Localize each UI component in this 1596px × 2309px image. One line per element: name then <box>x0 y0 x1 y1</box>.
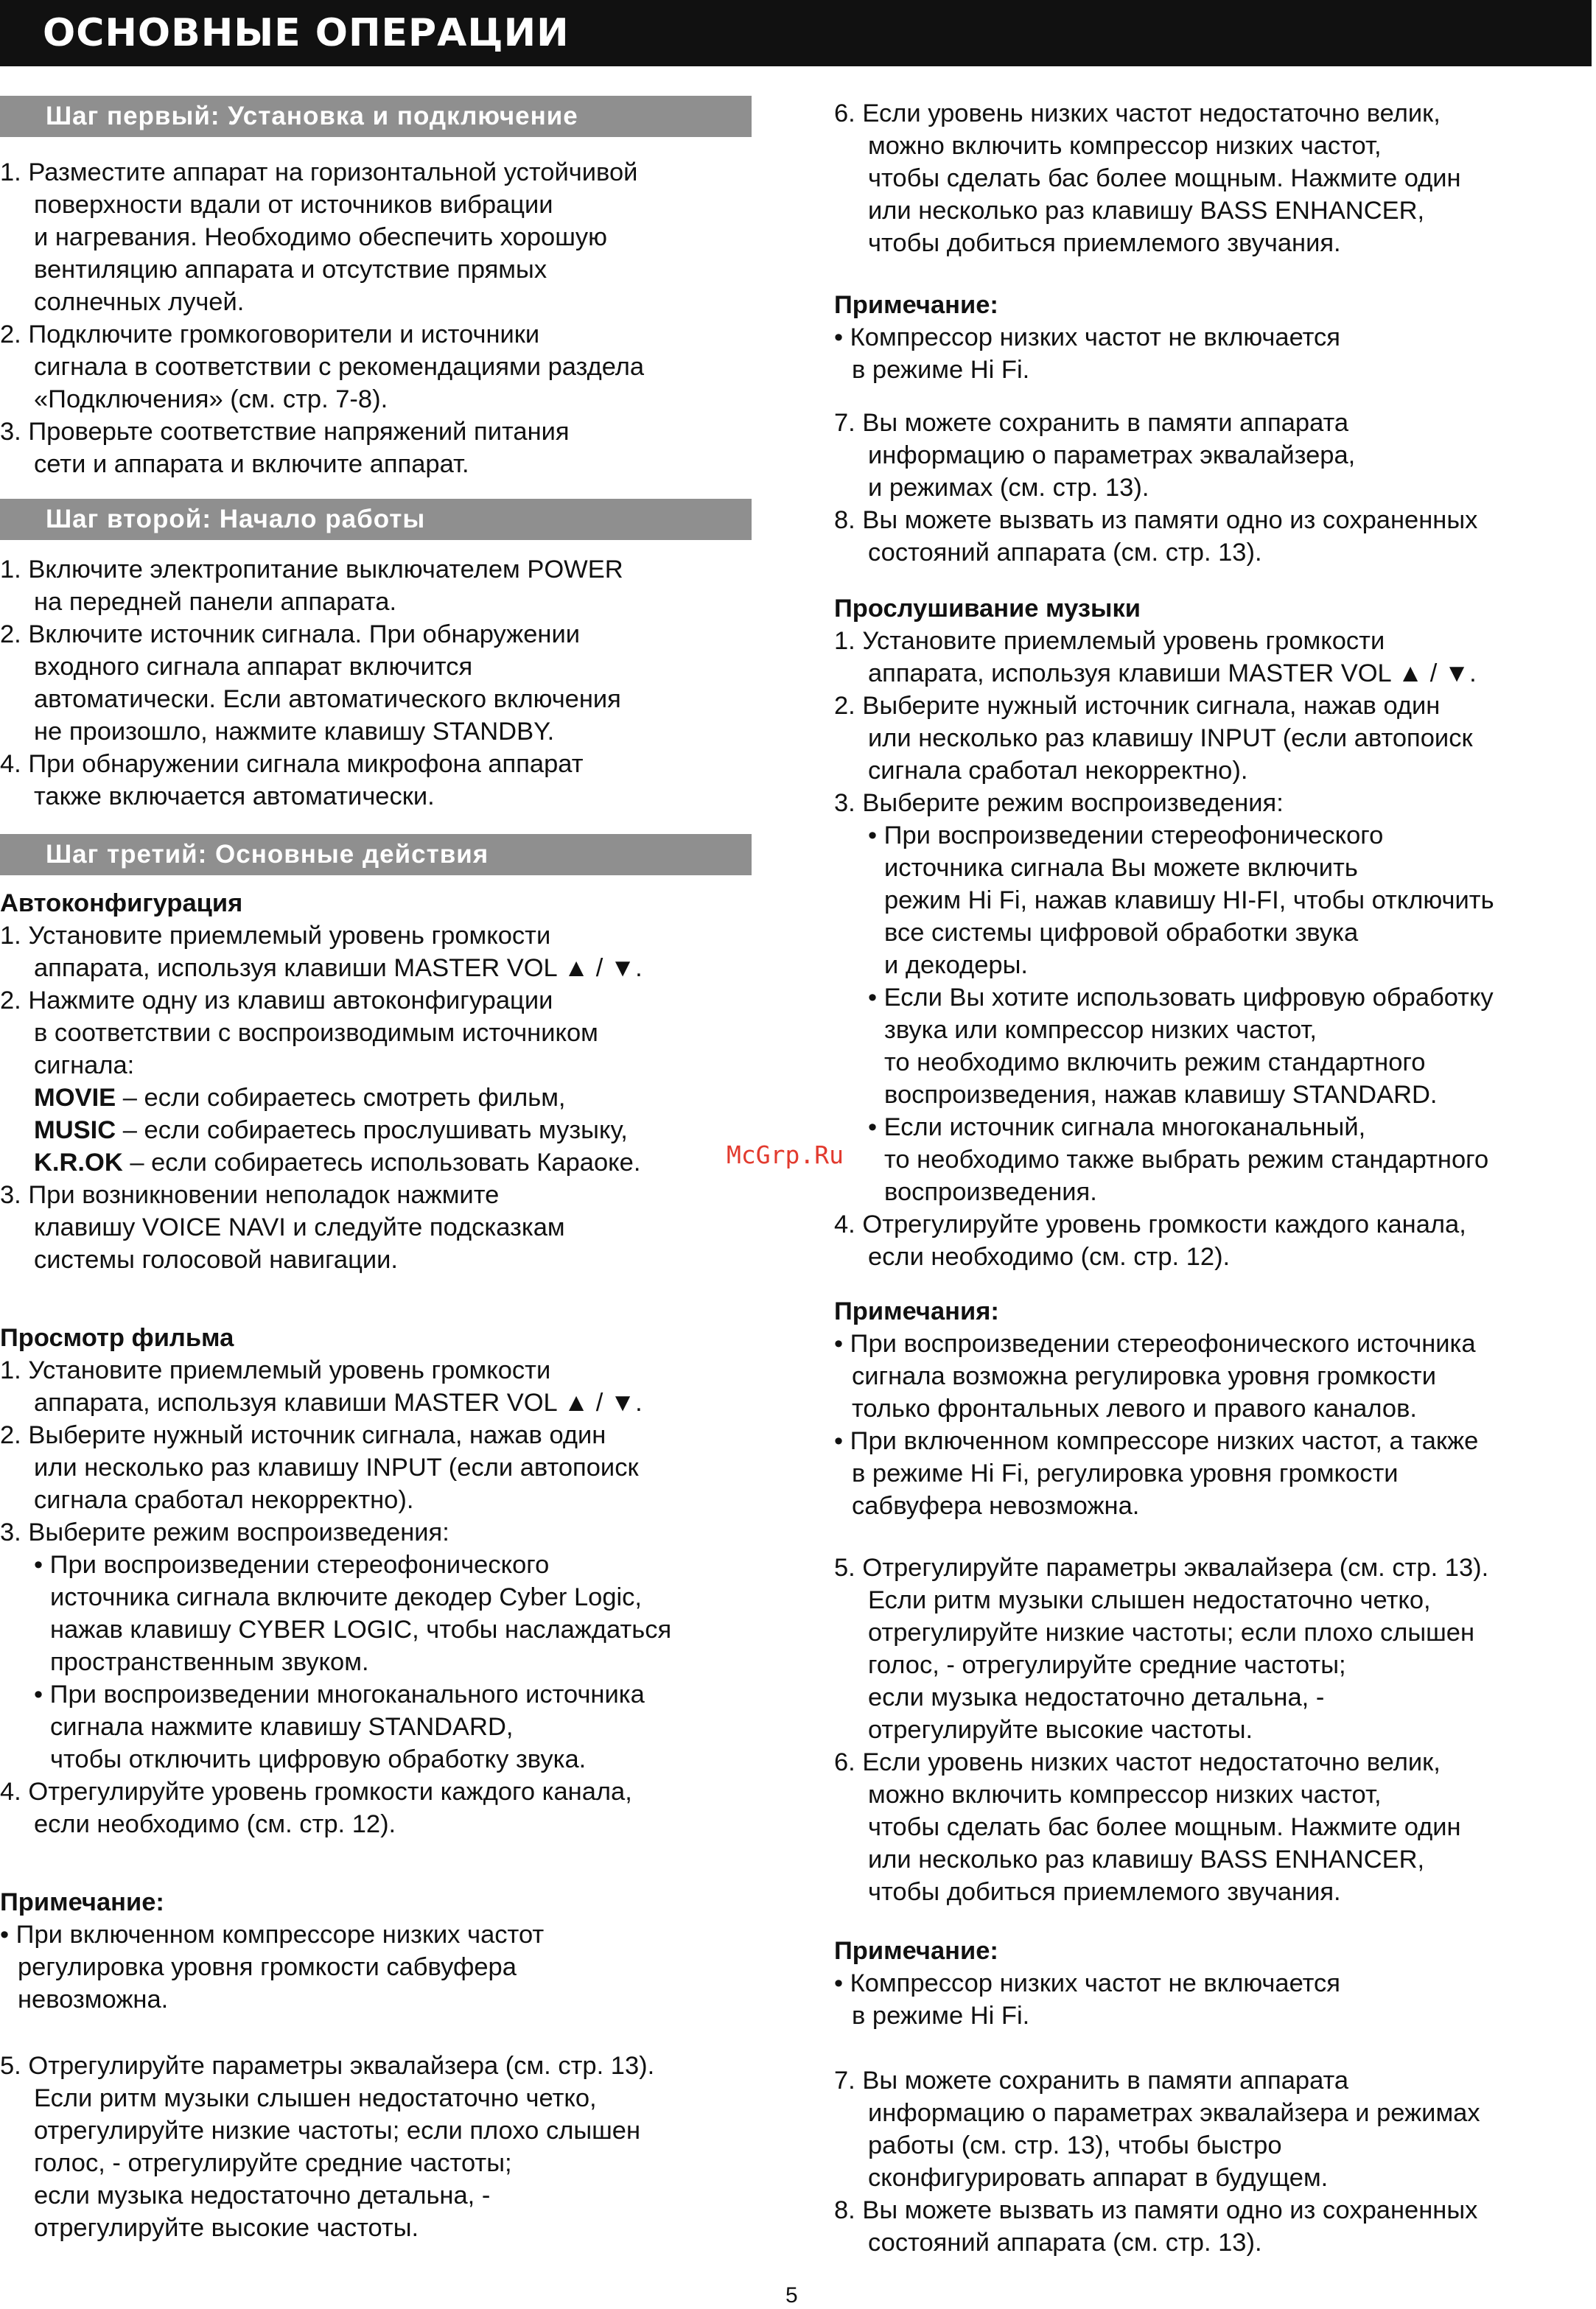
text-line: то необходимо также выбрать режим стандартного <box>884 1146 1489 1174</box>
text-line: 3. При возникновении неполадок нажмите <box>0 1181 500 1209</box>
text-line: чтобы добиться приемлемого звучания. <box>868 1878 1341 1906</box>
text-line: сигнала в соответствии с рекомендациями раздела <box>34 353 645 381</box>
step2-instructions <box>0 553 774 813</box>
step3-banner-text: Шаг третий: Основные действия <box>46 840 489 869</box>
step2-banner-text: Шаг второй: Начало работы <box>46 505 426 533</box>
text-line: • При воспроизведении стереофонического <box>868 821 1384 849</box>
movie-key-text: – если собираетесь смотреть фильм, <box>116 1084 566 1112</box>
text-line: звука или компрессор низких частот, <box>884 1016 1317 1044</box>
text-line: сигнала возможна регулировка уровня громкости <box>852 1362 1436 1390</box>
text-line: сабвуфера невозможна. <box>852 1492 1140 1520</box>
text-line: отрегулируйте низкие частоты; если плохо слышен <box>868 1619 1475 1647</box>
text-line: воспроизведения. <box>884 1178 1097 1206</box>
text-line: голос, - отрегулируйте средние частоты; <box>868 1651 1346 1679</box>
text-line: то необходимо включить режим стандартного <box>884 1048 1426 1076</box>
text-line: 2. Выберите нужный источник сигнала, нажав один <box>0 1421 606 1449</box>
equalizer-instructions <box>0 2050 774 2244</box>
step1-instructions <box>0 156 774 480</box>
text-line: 7. Вы можете сохранить в памяти аппарата <box>834 409 1349 437</box>
text-line: сконфигурировать аппарат в будущем. <box>868 2164 1329 2192</box>
text-line: 2. Выберите нужный источник сигнала, нажав один <box>834 692 1441 720</box>
text-line: если необходимо (см. стр. 12). <box>34 1810 396 1838</box>
text-line: воспроизведения, нажав клавишу STANDARD. <box>884 1081 1438 1109</box>
note-2 <box>834 1935 1596 2032</box>
text-line: 4. Отрегулируйте уровень громкости каждого канала, <box>0 1778 632 1806</box>
text-line: сигнала нажмите клавишу STANDARD, <box>50 1713 514 1741</box>
text-line: • При включенном компрессоре низких частот <box>0 1921 545 1949</box>
text-line: и декодеры. <box>884 951 1028 979</box>
text-line: также включается автоматически. <box>34 782 435 810</box>
music-mode-line <box>0 1114 774 1146</box>
text-line: • При воспроизведении стереофонического <box>34 1551 550 1579</box>
text-line: режим Hi Fi, нажав клавишу HI-FI, чтобы отключить <box>884 886 1494 914</box>
movie-section <box>0 1322 774 1840</box>
text-line: состояний аппарата (см. стр. 13). <box>868 2229 1262 2257</box>
text-line: и режимах (см. стр. 13). <box>868 474 1149 502</box>
text-line: 5. Отрегулируйте параметры эквалайзера (см. стр. 13). <box>834 1554 1489 1582</box>
text-line: состояний аппарата (см. стр. 13). <box>868 539 1262 567</box>
text-line: • Компрессор низких частот не включается <box>834 1969 1340 1997</box>
text-line: в режиме Hi Fi. <box>852 2002 1030 2030</box>
text-line: 1. Включите электропитание выключателем POWER <box>0 556 623 584</box>
autoconfig-section <box>0 887 774 1276</box>
page-number: 5 <box>785 2283 798 2308</box>
text-line: отрегулируйте высокие частоты. <box>34 2214 419 2242</box>
text-line: работы (см. стр. 13), чтобы быстро <box>868 2131 1282 2159</box>
text-line: или несколько раз клавишу BASS ENHANCER, <box>868 1846 1425 1874</box>
karaoke-mode-line <box>0 1146 774 1179</box>
text-line: 1. Установите приемлемый уровень громкости <box>0 1356 551 1384</box>
text-line: голос, - отрегулируйте средние частоты; <box>34 2149 512 2177</box>
text-line: информацию о параметрах эквалайзера, <box>868 441 1356 469</box>
text-line: • Если источник сигнала многоканальный, <box>868 1113 1366 1141</box>
text-line: чтобы сделать бас более мощным. Нажмите один <box>868 1813 1461 1841</box>
text-line: регулировка уровня громкости сабвуфера <box>18 1953 517 1981</box>
text-line: вентиляцию аппарата и отсутствие прямых <box>34 256 547 284</box>
memory-instructions <box>834 407 1596 569</box>
text-line: 3. Проверьте соответствие напряжений питания <box>0 418 570 446</box>
text-line: 2. Нажмите одну из клавиш автоконфигурации <box>0 987 553 1015</box>
movie-mode-line <box>0 1082 774 1114</box>
page-header-bar <box>0 0 1592 66</box>
text-line: источника сигнала включите декодер Cyber Logic, <box>50 1583 643 1611</box>
text-line: 8. Вы можете вызвать из памяти одно из сохраненных <box>834 2196 1478 2224</box>
text-line: или несколько раз клавишу INPUT (если автопоиск <box>868 724 1473 752</box>
text-line: солнечных лучей. <box>34 288 245 316</box>
text-line: входного сигнала аппарат включится <box>34 653 473 681</box>
text-line: чтобы отключить цифровую обработку звука. <box>50 1745 587 1773</box>
text-line: сигнала сработал некорректно). <box>868 757 1248 785</box>
text-line: 2. Включите источник сигнала. При обнаружении <box>0 620 581 648</box>
text-line: чтобы сделать бас более мощным. Нажмите один <box>868 164 1461 192</box>
text-line: отрегулируйте низкие частоты; если плохо слышен <box>34 2117 641 2145</box>
text-line: сети и аппарата и включите аппарат. <box>34 450 469 478</box>
text-line: поверхности вдали от источников вибрации <box>34 191 553 219</box>
text-line: отрегулируйте высокие частоты. <box>868 1716 1253 1744</box>
text-line: в режиме Hi Fi, регулировка уровня громкости <box>852 1460 1399 1488</box>
bass-instructions <box>834 97 1596 259</box>
text-line: 1. Разместите аппарат на горизонтальной устойчивой <box>0 158 638 186</box>
note-heading: Примечание: <box>0 1888 164 1916</box>
text-line: нажав клавишу CYBER LOGIC, чтобы наслаждаться <box>50 1616 672 1644</box>
text-line: 8. Вы можете вызвать из памяти одно из сохраненных <box>834 506 1478 534</box>
text-line: если музыка недостаточно детальна, - <box>868 1683 1325 1711</box>
text-line: «Подключения» (см. стр. 7-8). <box>34 385 388 413</box>
text-line: источника сигнала Вы можете включить <box>884 854 1358 882</box>
krok-key: K.R.OK <box>34 1149 123 1177</box>
text-line: можно включить компрессор низких частот, <box>868 132 1382 160</box>
step3-banner <box>0 834 752 875</box>
text-line: 3. Выберите режим воспроизведения: <box>0 1518 449 1546</box>
text-line: 1. Установите приемлемый уровень громкости <box>834 627 1385 655</box>
movie-heading: Просмотр фильма <box>0 1324 234 1352</box>
text-line: клавишу VOICE NAVI и следуйте подсказкам <box>34 1213 565 1241</box>
page-title: ОСНОВНЫЕ ОПЕРАЦИИ <box>43 11 570 55</box>
music-section <box>834 592 1596 1273</box>
text-line: 2. Подключите громкоговорители и источники <box>0 320 540 348</box>
movie-note <box>0 1886 774 2016</box>
notes-section <box>834 1295 1596 1522</box>
text-line: информацию о параметрах эквалайзера и режимах <box>868 2099 1480 2127</box>
text-line: не произошло, нажмите клавишу STANDBY. <box>34 718 555 746</box>
text-line: сигнала сработал некорректно). <box>34 1486 414 1514</box>
note-1 <box>834 289 1596 386</box>
text-line: 7. Вы можете сохранить в памяти аппарата <box>834 2067 1349 2095</box>
text-line: только фронтальных левого и правого каналов. <box>852 1395 1417 1423</box>
text-line: • Компрессор низких частот не включается <box>834 323 1340 351</box>
text-line: невозможна. <box>18 1986 169 2014</box>
text-line: • При включенном компрессоре низких частот, а также <box>834 1427 1479 1455</box>
text-line: Если ритм музыки слышен недостаточно четко, <box>868 1586 1431 1614</box>
text-line: автоматически. Если автоматического включения <box>34 685 621 713</box>
text-line: аппарата, используя клавиши MASTER VOL ▲ / ▼. <box>868 659 1477 687</box>
text-line: • При воспроизведении стереофонического источника <box>834 1330 1476 1358</box>
final-memory-instructions <box>834 2064 1596 2259</box>
text-line: в режиме Hi Fi. <box>852 356 1030 384</box>
text-line: или несколько раз клавишу BASS ENHANCER, <box>868 197 1425 225</box>
music-key: MUSIC <box>34 1116 116 1144</box>
text-line: сигнала: <box>34 1051 135 1079</box>
text-line: можно включить компрессор низких частот, <box>868 1781 1382 1809</box>
watermark: McGrp.Ru <box>727 1141 844 1169</box>
text-line: если музыка недостаточно детальна, - <box>34 2182 491 2210</box>
text-line: аппарата, используя клавиши MASTER VOL ▲ / ▼. <box>34 954 643 982</box>
step1-banner <box>0 96 752 137</box>
text-line: 4. При обнаружении сигнала микрофона аппарат <box>0 750 584 778</box>
text-line: 6. Если уровень низких частот недостаточно велик, <box>834 99 1441 127</box>
music-key-text: – если собираетесь прослушивать музыку, <box>116 1116 628 1144</box>
text-line: 5. Отрегулируйте параметры эквалайзера (см. стр. 13). <box>0 2052 655 2080</box>
music-heading: Прослушивание музыки <box>834 595 1141 623</box>
text-line: 6. Если уровень низких частот недостаточно велик, <box>834 1748 1441 1776</box>
text-line: аппарата, используя клавиши MASTER VOL ▲ / ▼. <box>34 1389 643 1417</box>
text-line: Если ритм музыки слышен недостаточно четко, <box>34 2084 597 2112</box>
text-line: на передней панели аппарата. <box>34 588 397 616</box>
text-line: и нагревания. Необходимо обеспечить хорошую <box>34 223 608 251</box>
text-line: чтобы добиться приемлемого звучания. <box>868 229 1341 257</box>
step2-banner <box>0 499 752 540</box>
text-line: • Если Вы хотите использовать цифровую обработку <box>868 984 1494 1012</box>
note-heading: Примечание: <box>834 291 998 319</box>
text-line: 3. Выберите режим воспроизведения: <box>834 789 1284 817</box>
autoconfig-heading: Автоконфигурация <box>0 889 243 917</box>
step1-banner-text: Шаг первый: Установка и подключение <box>46 102 578 130</box>
text-line: все системы цифровой обработки звука <box>884 919 1359 947</box>
text-line: 1. Установите приемлемый уровень громкости <box>0 922 551 950</box>
text-line: • При воспроизведении многоканального источника <box>34 1681 645 1709</box>
text-line: если необходимо (см. стр. 12). <box>868 1243 1231 1271</box>
notes-heading: Примечания: <box>834 1297 999 1325</box>
note-heading: Примечание: <box>834 1937 998 1965</box>
text-line: системы голосовой навигации. <box>34 1246 398 1274</box>
krok-key-text: – если собираетесь использовать Караоке. <box>122 1149 641 1177</box>
movie-key: MOVIE <box>34 1084 116 1112</box>
text-line: в соответствии с воспроизводимым источником <box>34 1019 598 1047</box>
equalizer-bass-instructions <box>834 1552 1596 1908</box>
text-line: пространственным звуком. <box>50 1648 369 1676</box>
text-line: или несколько раз клавишу INPUT (если автопоиск <box>34 1454 639 1482</box>
text-line: 4. Отрегулируйте уровень громкости каждого канала, <box>834 1210 1466 1238</box>
